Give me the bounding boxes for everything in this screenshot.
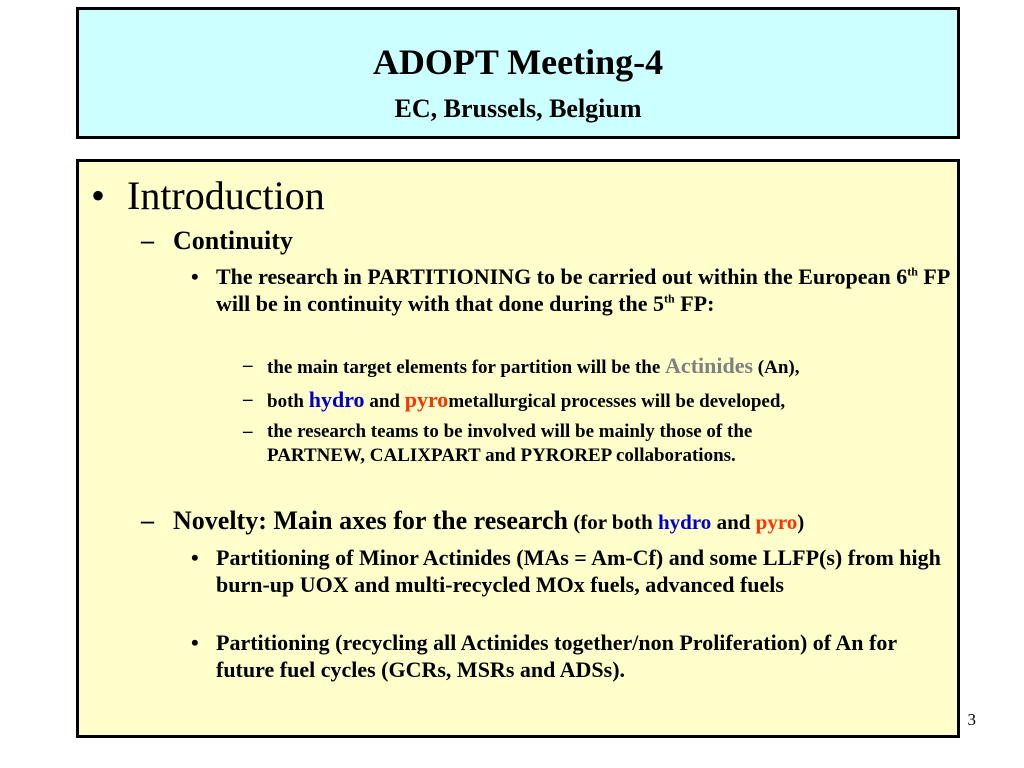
sub-item-text: the main target elements for partition will be the Actinides (An), [267, 353, 800, 378]
actinides-highlight: Actinides [665, 353, 754, 378]
heading-introduction [91, 174, 941, 218]
sub-item-processes [243, 388, 943, 414]
dash-icon: – [141, 226, 154, 255]
dash-icon: – [243, 355, 253, 376]
bullet-icon: • [191, 545, 199, 570]
sub-item-text: the research teams to be involved will be mainly those of the PARTNEW, CALIXPART and PYROREP collaborations. [267, 421, 753, 466]
sub-item-teams [243, 420, 853, 468]
pyro-highlight: pyro [404, 387, 449, 412]
list-item-continuity [191, 263, 951, 317]
list-item-novelty-1 [191, 544, 951, 598]
sub-item-target [243, 354, 943, 380]
list-item-novelty-2 [191, 629, 951, 683]
heading-text: Introduction [127, 173, 325, 218]
slide-title: ADOPT Meeting-4 [372, 42, 664, 82]
list-item-text: Partitioning (recycling all Actinides together/non Proliferation) of An for future fuel cycles (GCRs, MSRs and ADSs). [216, 630, 897, 682]
hydro-highlight: hydro [658, 510, 712, 534]
dash-icon: – [243, 421, 253, 442]
content-box [76, 159, 960, 738]
bullet-icon: • [91, 173, 106, 218]
dash-icon: – [243, 389, 253, 410]
section-label: Novelty: Main axes for the research (for both hydro and pyro) [173, 506, 805, 535]
list-item-text: Partitioning of Minor Actinides (MAs = Am-Cf) and some LLFP(s) from high burn-up UOX and multi-recycled MOx fuels, advanced fuels [216, 545, 941, 597]
list-item-text: The research in PARTITIONING to be carried out within the European 6th FP will be in continuity with that done during the 5th FP: [216, 264, 950, 316]
title-box [76, 7, 960, 139]
dash-icon: – [141, 506, 154, 535]
bullet-icon: • [191, 264, 199, 289]
section-novelty [141, 506, 951, 537]
page-number: 3 [967, 710, 976, 729]
pyro-highlight: pyro [755, 510, 798, 534]
section-label: Continuity [173, 226, 293, 255]
section-continuity [141, 226, 941, 256]
slide-subtitle: EC, Brussels, Belgium [394, 94, 642, 123]
hydro-highlight: hydro [308, 387, 365, 412]
sub-item-text: both hydro and pyrometallurgical processes will be developed, [267, 387, 786, 412]
bullet-icon: • [191, 630, 199, 655]
